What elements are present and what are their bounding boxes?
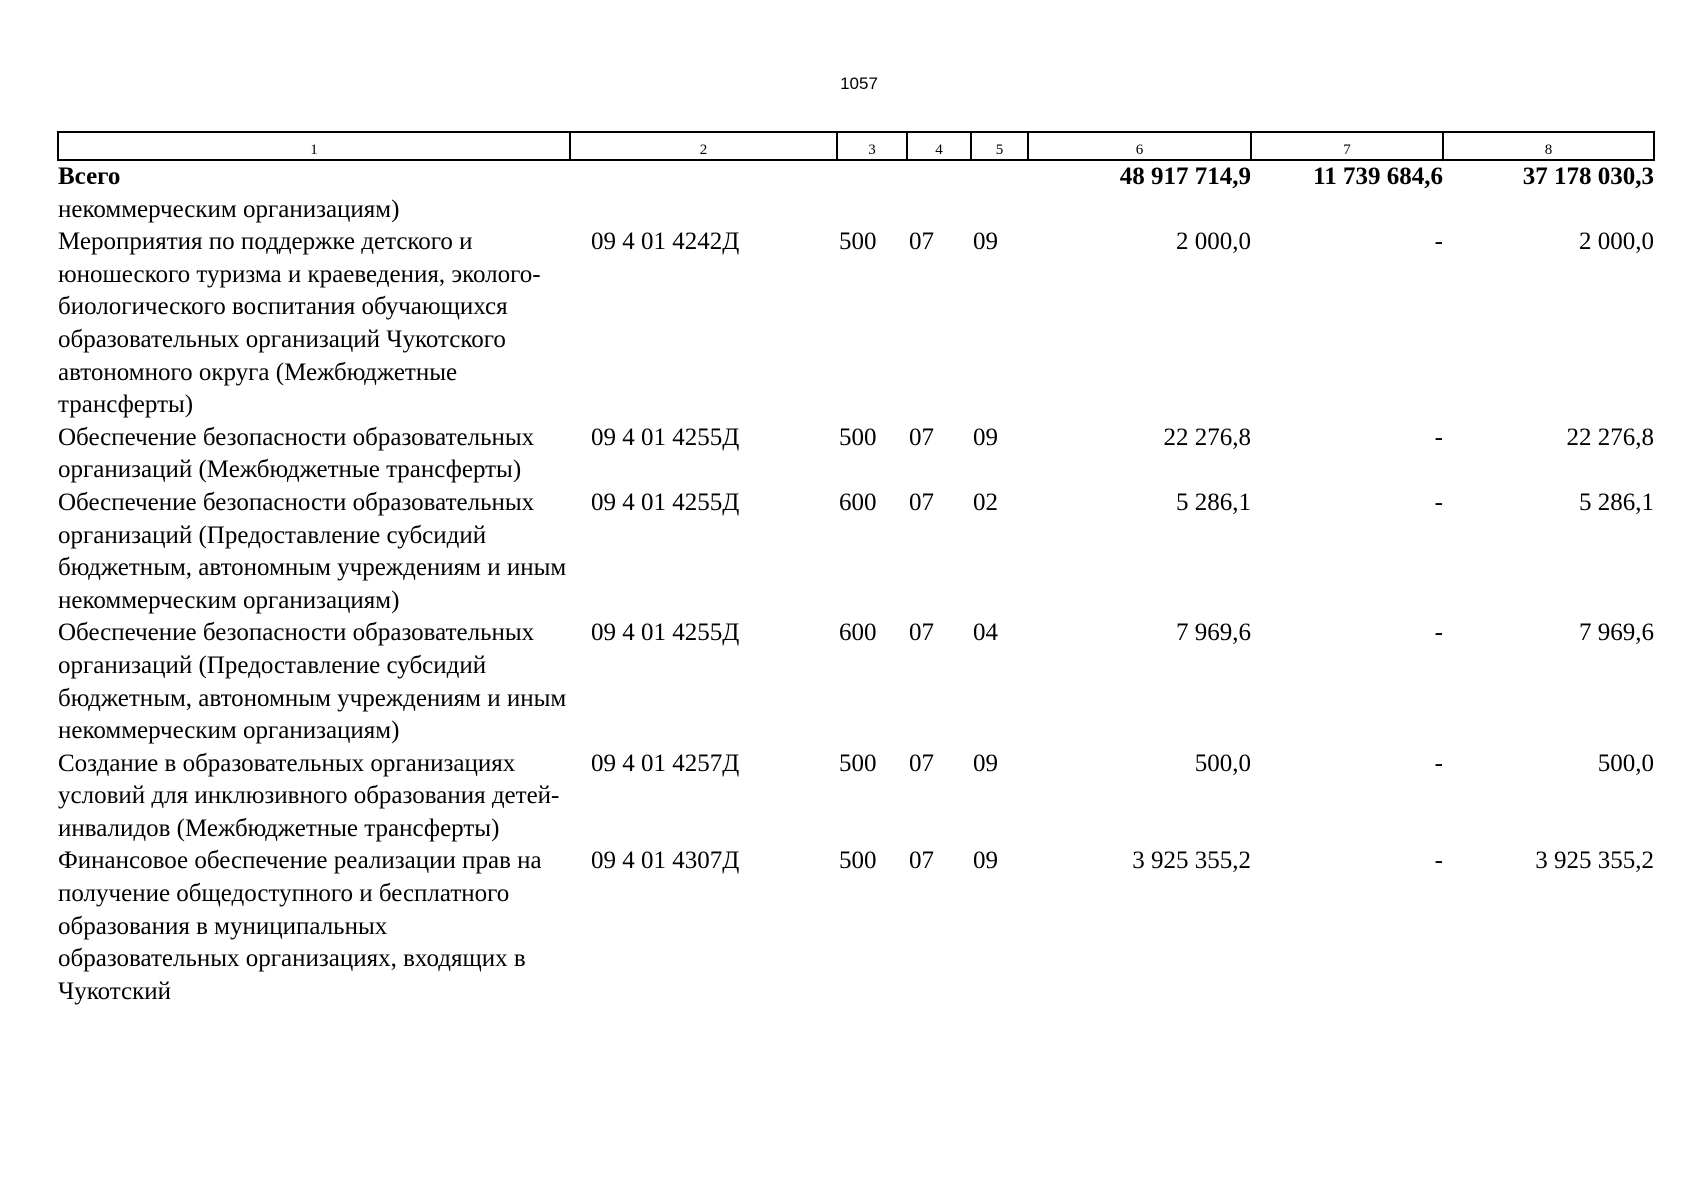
row-col4: 07 bbox=[909, 423, 934, 451]
budget-table bbox=[57, 131, 1655, 1008]
table-row bbox=[58, 487, 1654, 617]
table-row bbox=[58, 226, 1654, 422]
row-col8: 2 000,0 bbox=[1579, 228, 1654, 256]
row-col5: 02 bbox=[973, 488, 998, 516]
table-row bbox=[58, 845, 1654, 1008]
row-code: 09 4 01 4242Д bbox=[591, 228, 740, 256]
row-name: Обеспечение безопасности образовательных организаций (Межбюджетные трансферты) bbox=[58, 423, 535, 484]
row-name: Мероприятия по поддержке детского и юношеского туризма и краеведения, эколого-биологического воспитания обучающихся образовательных организаций Чукотского автономного округа (Межбюджетные трансферты) bbox=[58, 228, 541, 419]
row-col8: 5 286,1 bbox=[1579, 488, 1654, 516]
total-row bbox=[58, 160, 1654, 194]
total-col6: 48 917 714,9 bbox=[1119, 163, 1251, 190]
row-code: 09 4 01 4255Д bbox=[591, 488, 740, 516]
row-col8: 3 925 355,2 bbox=[1535, 847, 1654, 875]
row-col4: 07 bbox=[909, 488, 934, 516]
header-row bbox=[58, 132, 1654, 160]
header-col-2: 2 bbox=[570, 132, 837, 160]
row-col5: 09 bbox=[973, 423, 998, 451]
row-name: Создание в образовательных организациях условий для инклюзивного образования детей-инвалидов (Межбюджетные трансферты) bbox=[58, 749, 560, 842]
header-col-7: 7 bbox=[1251, 132, 1443, 160]
row-col3: 600 bbox=[839, 488, 877, 516]
row-col4: 07 bbox=[909, 847, 934, 875]
header-col-4: 4 bbox=[907, 132, 971, 160]
row-code: 09 4 01 4307Д bbox=[591, 847, 740, 875]
row-col7: - bbox=[1434, 228, 1443, 256]
row-col5: 09 bbox=[973, 847, 998, 875]
row-col6: 2 000,0 bbox=[1176, 228, 1251, 256]
page-number: 1057 bbox=[840, 74, 878, 93]
row-col8: 7 969,6 bbox=[1579, 619, 1654, 647]
total-c5-empty bbox=[971, 160, 1028, 194]
row-name: Обеспечение безопасности образовательных организаций (Предоставление субсидий бюджетным, автономным учреждениям и иным некоммерческим организациям) bbox=[58, 619, 567, 745]
row-col5: 04 bbox=[973, 619, 998, 647]
row-col7: - bbox=[1434, 488, 1443, 516]
header-col-1: 1 bbox=[58, 132, 570, 160]
row-code: 09 4 01 4255Д bbox=[591, 619, 740, 647]
table-row bbox=[58, 617, 1654, 747]
header-col-6: 6 bbox=[1028, 132, 1251, 160]
table-header bbox=[58, 132, 1654, 160]
row-col5: 09 bbox=[973, 749, 998, 777]
row-col6: 5 286,1 bbox=[1176, 488, 1251, 516]
row-col6: 7 969,6 bbox=[1176, 619, 1251, 647]
row-col4: 07 bbox=[909, 749, 934, 777]
row-col4: 07 bbox=[909, 619, 934, 647]
row-col6: 3 925 355,2 bbox=[1132, 847, 1251, 875]
row-col8: 500,0 bbox=[1597, 749, 1654, 777]
table-row bbox=[58, 748, 1654, 846]
row-col8: 22 276,8 bbox=[1566, 423, 1654, 451]
total-code-empty bbox=[570, 160, 837, 194]
total-col8: 37 178 030,3 bbox=[1522, 163, 1654, 190]
row-col7: - bbox=[1434, 423, 1443, 451]
row-col6: 22 276,8 bbox=[1163, 423, 1251, 451]
row-col7: - bbox=[1434, 619, 1443, 647]
row-code: 09 4 01 4257Д bbox=[591, 749, 740, 777]
row-col3: 500 bbox=[839, 749, 877, 777]
header-col-8: 8 bbox=[1443, 132, 1654, 160]
row-col3: 500 bbox=[839, 423, 877, 451]
row-col6: 500,0 bbox=[1194, 749, 1251, 777]
row-col5: 09 bbox=[973, 228, 998, 256]
continuation-row bbox=[58, 194, 1654, 227]
row-col7: - bbox=[1434, 847, 1443, 875]
total-label: Всего bbox=[58, 163, 121, 190]
table-row bbox=[58, 422, 1654, 487]
row-col3: 500 bbox=[839, 228, 877, 256]
row-col3: 500 bbox=[839, 847, 877, 875]
continuation-text: некоммерческим организациям) bbox=[58, 195, 400, 223]
table-body bbox=[58, 160, 1654, 1008]
total-col7: 11 739 684,6 bbox=[1313, 163, 1443, 190]
total-c4-empty bbox=[907, 160, 971, 194]
header-col-3: 3 bbox=[837, 132, 907, 160]
row-col4: 07 bbox=[909, 228, 934, 256]
row-name: Обеспечение безопасности образовательных организаций (Предоставление субсидий бюджетным, автономным учреждениям и иным некоммерческим организациям) bbox=[58, 488, 567, 614]
header-col-5: 5 bbox=[971, 132, 1028, 160]
row-col3: 600 bbox=[839, 619, 877, 647]
total-c3-empty bbox=[837, 160, 907, 194]
row-name: Финансовое обеспечение реализации прав на получение общедоступного и бесплатного образования в муниципальных образовательных организациях, входящих в Чукотский bbox=[58, 847, 542, 1005]
row-col7: - bbox=[1434, 749, 1443, 777]
row-code: 09 4 01 4255Д bbox=[591, 423, 740, 451]
